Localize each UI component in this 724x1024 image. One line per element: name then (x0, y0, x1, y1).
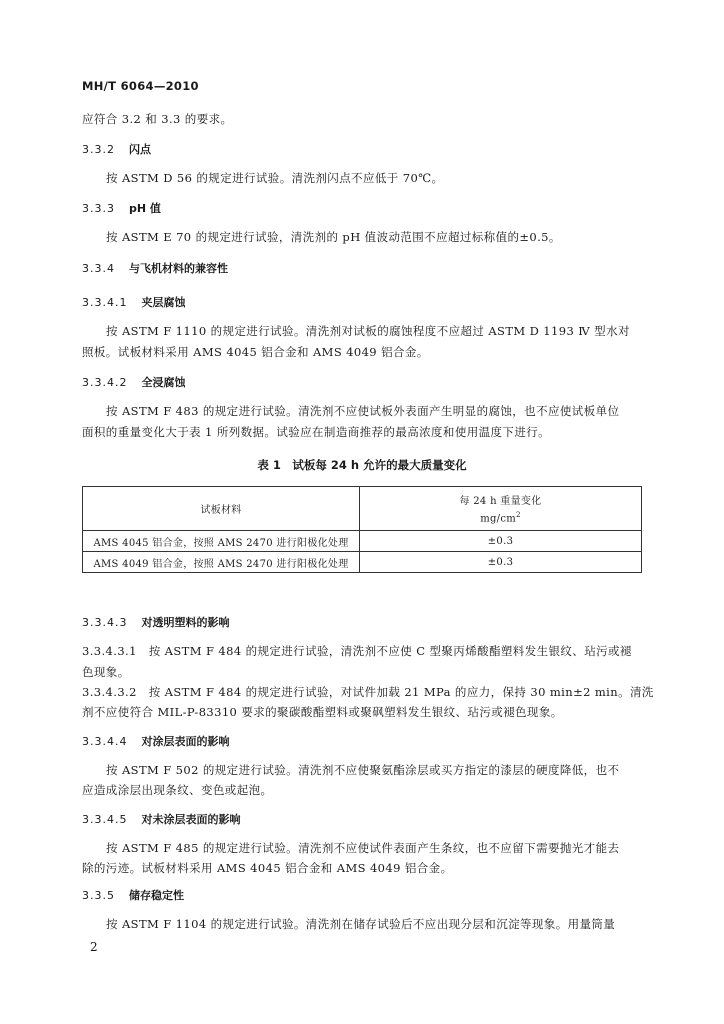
section-heading-3-3-4-2 (82, 374, 185, 390)
section-title: 闪点 (129, 143, 151, 156)
table-header-row (83, 487, 642, 531)
section-number: 3.3.2 (82, 143, 115, 156)
section-heading-3-3-4-1 (82, 294, 185, 310)
table-header-material: 试板材料 (83, 487, 360, 531)
table-header-mass-change (360, 487, 642, 531)
section-title: 储存稳定性 (129, 889, 184, 902)
table-cell-material: AMS 4049 铝合金，按照 AMS 2470 进行阳极化处理 (83, 552, 360, 573)
paragraph-text: 3.3.4.3.1 按 ASTM F 484 的规定进行试验，清洗剂不应使 C 型聚丙烯酸酯塑料发生银纹、玷污或褪 (82, 644, 632, 658)
page-number: 2 (90, 940, 98, 954)
table-row (83, 531, 642, 552)
section-title: 对透明塑料的影响 (141, 616, 230, 629)
paragraph-text: 应符合 3.2 和 3.3 的要求。 (82, 112, 233, 126)
section-heading-3-3-3 (82, 200, 161, 216)
section-title: 对未涂层表面的影响 (141, 813, 241, 826)
section-title: 与飞机材料的兼容性 (129, 262, 228, 275)
paragraph-text: 色现象。 (82, 665, 130, 679)
table-header-unit: $mg/cm^2$ (480, 511, 521, 525)
section-title: 对涂层表面的影响 (141, 735, 230, 748)
paragraph-text: 除的污迹。试板材料采用 AMS 4045 铝合金和 AMS 4049 铝合金。 (82, 861, 453, 875)
paragraph-text: 剂不应使符合 MIL-P-83310 要求的聚碳酸酯塑料或聚砜塑料发生银纹、玷污或褪色现象。 (82, 705, 563, 719)
section-heading-3-3-4-4 (82, 733, 229, 749)
table-cell-value: ±0.3 (360, 531, 642, 552)
section-title: pH 值 (129, 202, 161, 215)
paragraph-text: 按 ASTM E 70 的规定进行试验，清洗剂的 pH 值波动范围不应超过标称值的±0.5。 (106, 230, 561, 244)
section-number: 3.3.4.3 (82, 616, 128, 629)
paragraph-text: 照板。试板材料采用 AMS 4045 铝合金和 AMS 4049 铝合金。 (82, 345, 429, 359)
paragraph-text: 按 ASTM F 1104 的规定进行试验。清洗剂在储存试验后不应出现分层和沉淀等现象。用量筒量 (106, 917, 616, 931)
table-header-mass-change-line1: 每 24 h 重量变化 (459, 496, 542, 508)
paragraph-text: 按 ASTM F 502 的规定进行试验。清洗剂不应使聚氨酯涂层或买方指定的漆层的硬度降低，也不 (106, 763, 620, 777)
paragraph-text: 按 ASTM F 483 的规定进行试验。清洗剂不应使试板外表面产生明显的腐蚀，也不应使试板单位 (106, 404, 620, 418)
mass-change-table (82, 486, 642, 573)
table-row (83, 552, 642, 573)
paragraph-text: 按 ASTM F 485 的规定进行试验。清洗剂不应使试件表面产生条纹，也不应留下需要抛光才能去 (106, 841, 620, 855)
section-heading-3-3-4 (82, 260, 228, 276)
section-heading-3-3-4-3 (82, 614, 229, 630)
section-heading-3-3-2 (82, 141, 151, 157)
standard-code-header: MH/T 6064—2010 (82, 79, 199, 93)
table-cell-value: ±0.3 (360, 552, 642, 573)
paragraph-text: 应造成涂层出现条纹、变色或起泡。 (82, 783, 273, 797)
paragraph-text: 按 ASTM D 56 的规定进行试验。清洗剂闪点不应低于 70℃。 (106, 171, 444, 185)
table-cell-material: AMS 4045 铝合金，按照 AMS 2470 进行阳极化处理 (83, 531, 360, 552)
section-number: 3.3.4 (82, 262, 115, 275)
section-heading-3-3-5 (82, 887, 184, 903)
paragraph-text: 面积的重量变化大于表 1 所列数据。试验应在制造商推荐的最高浓度和使用温度下进行。 (82, 425, 551, 439)
paragraph-text: 按 ASTM F 1110 的规定进行试验。清洗剂对试板的腐蚀程度不应超过 ASTM D 1193 Ⅳ 型水对 (106, 324, 630, 338)
section-number: 3.3.3 (82, 202, 115, 215)
section-number: 3.3.4.4 (82, 735, 128, 748)
section-number: 3.3.4.2 (82, 376, 128, 389)
section-heading-3-3-4-5 (82, 811, 240, 827)
paragraph-text: 3.3.4.3.2 按 ASTM F 484 的规定进行试验，对试件加载 21 MPa 的应力，保持 30 min±2 min。清洗 (82, 685, 654, 699)
section-title: 全浸腐蚀 (141, 376, 186, 389)
section-number: 3.3.4.1 (82, 296, 128, 309)
section-number: 3.3.4.5 (82, 813, 128, 826)
section-title: 夹层腐蚀 (141, 296, 186, 309)
table-caption: 表 1 试板每 24 h 允许的最大质量变化 (257, 458, 467, 472)
section-number: 3.3.5 (82, 889, 115, 902)
